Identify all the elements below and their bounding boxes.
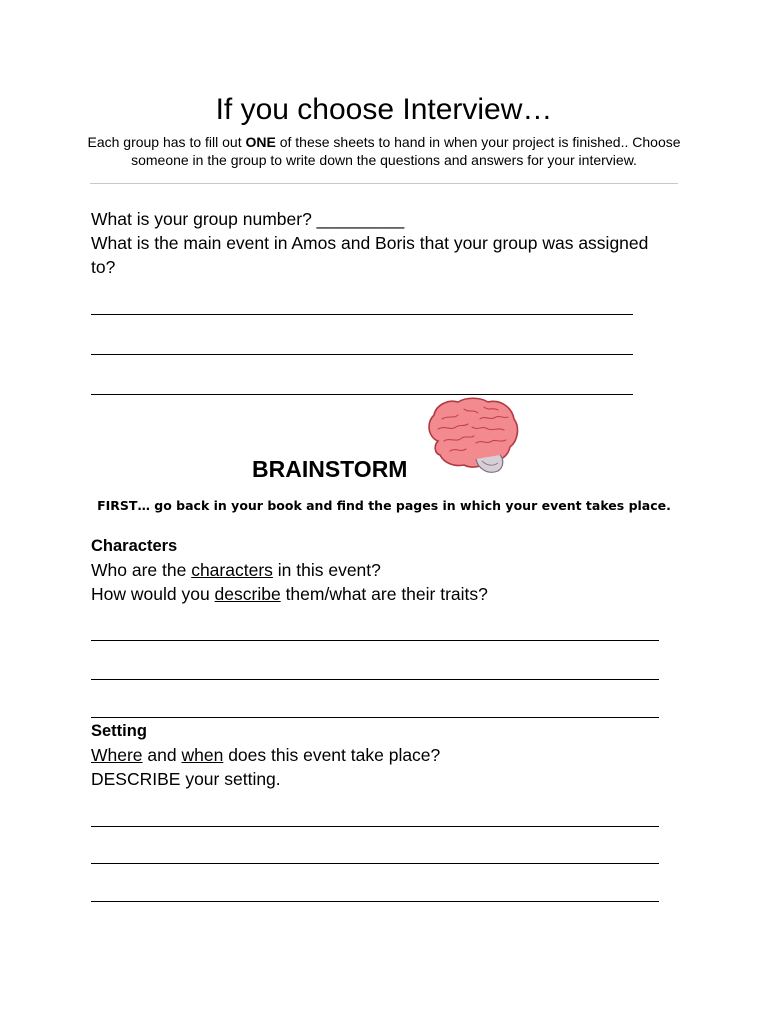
characters-question-2 (91, 582, 488, 606)
characters-q2-before: How would you (91, 584, 215, 604)
characters-heading: Characters (91, 537, 178, 555)
characters-q2-after: them/what are their traits? (280, 584, 488, 604)
group-number-question: What is your group number? _________ (91, 209, 405, 229)
characters-question-1 (91, 558, 381, 582)
characters-underlined-word: characters (191, 560, 273, 580)
answer-line (91, 826, 659, 827)
page-title: If you choose Interview… (215, 93, 553, 126)
setting-q1-after: does this event take place? (223, 745, 441, 765)
intro-bold: ONE (245, 134, 276, 150)
brainstorm-heading: BRAINSTORM (252, 456, 408, 482)
characters-q1-before: Who are the (91, 560, 192, 580)
main-event-question: What is the main event in Amos and Boris that your group was assigned to? (91, 233, 649, 277)
answer-line (91, 314, 633, 315)
setting-heading: Setting (91, 722, 147, 740)
brain-icon (424, 397, 520, 477)
setting-question-2: DESCRIBE your setting. (91, 769, 281, 789)
setting-question-1 (91, 743, 440, 767)
answer-line (91, 717, 659, 718)
when-underlined-word: when (181, 745, 224, 765)
characters-q1-after: in this event? (272, 560, 381, 580)
answer-line (91, 679, 659, 680)
answer-line (91, 640, 659, 641)
answer-line (91, 901, 659, 902)
intro-before: Each group has to fill out (87, 134, 246, 150)
answer-line (91, 863, 659, 864)
describe-underlined-word: describe (214, 584, 281, 604)
divider (90, 183, 678, 184)
setting-q1-mid: and (142, 745, 182, 765)
answer-line (91, 354, 633, 355)
where-underlined-word: Where (91, 745, 143, 765)
brainstorm-instruction: FIRST… go back in your book and find the pages in which your event takes place. (97, 498, 671, 513)
intro-text (84, 133, 684, 169)
intro-after: of these sheets to hand in when your project is finished.. Choose someone in the group to write down the questions and answers for your interview. (131, 134, 681, 168)
answer-line (91, 394, 633, 395)
